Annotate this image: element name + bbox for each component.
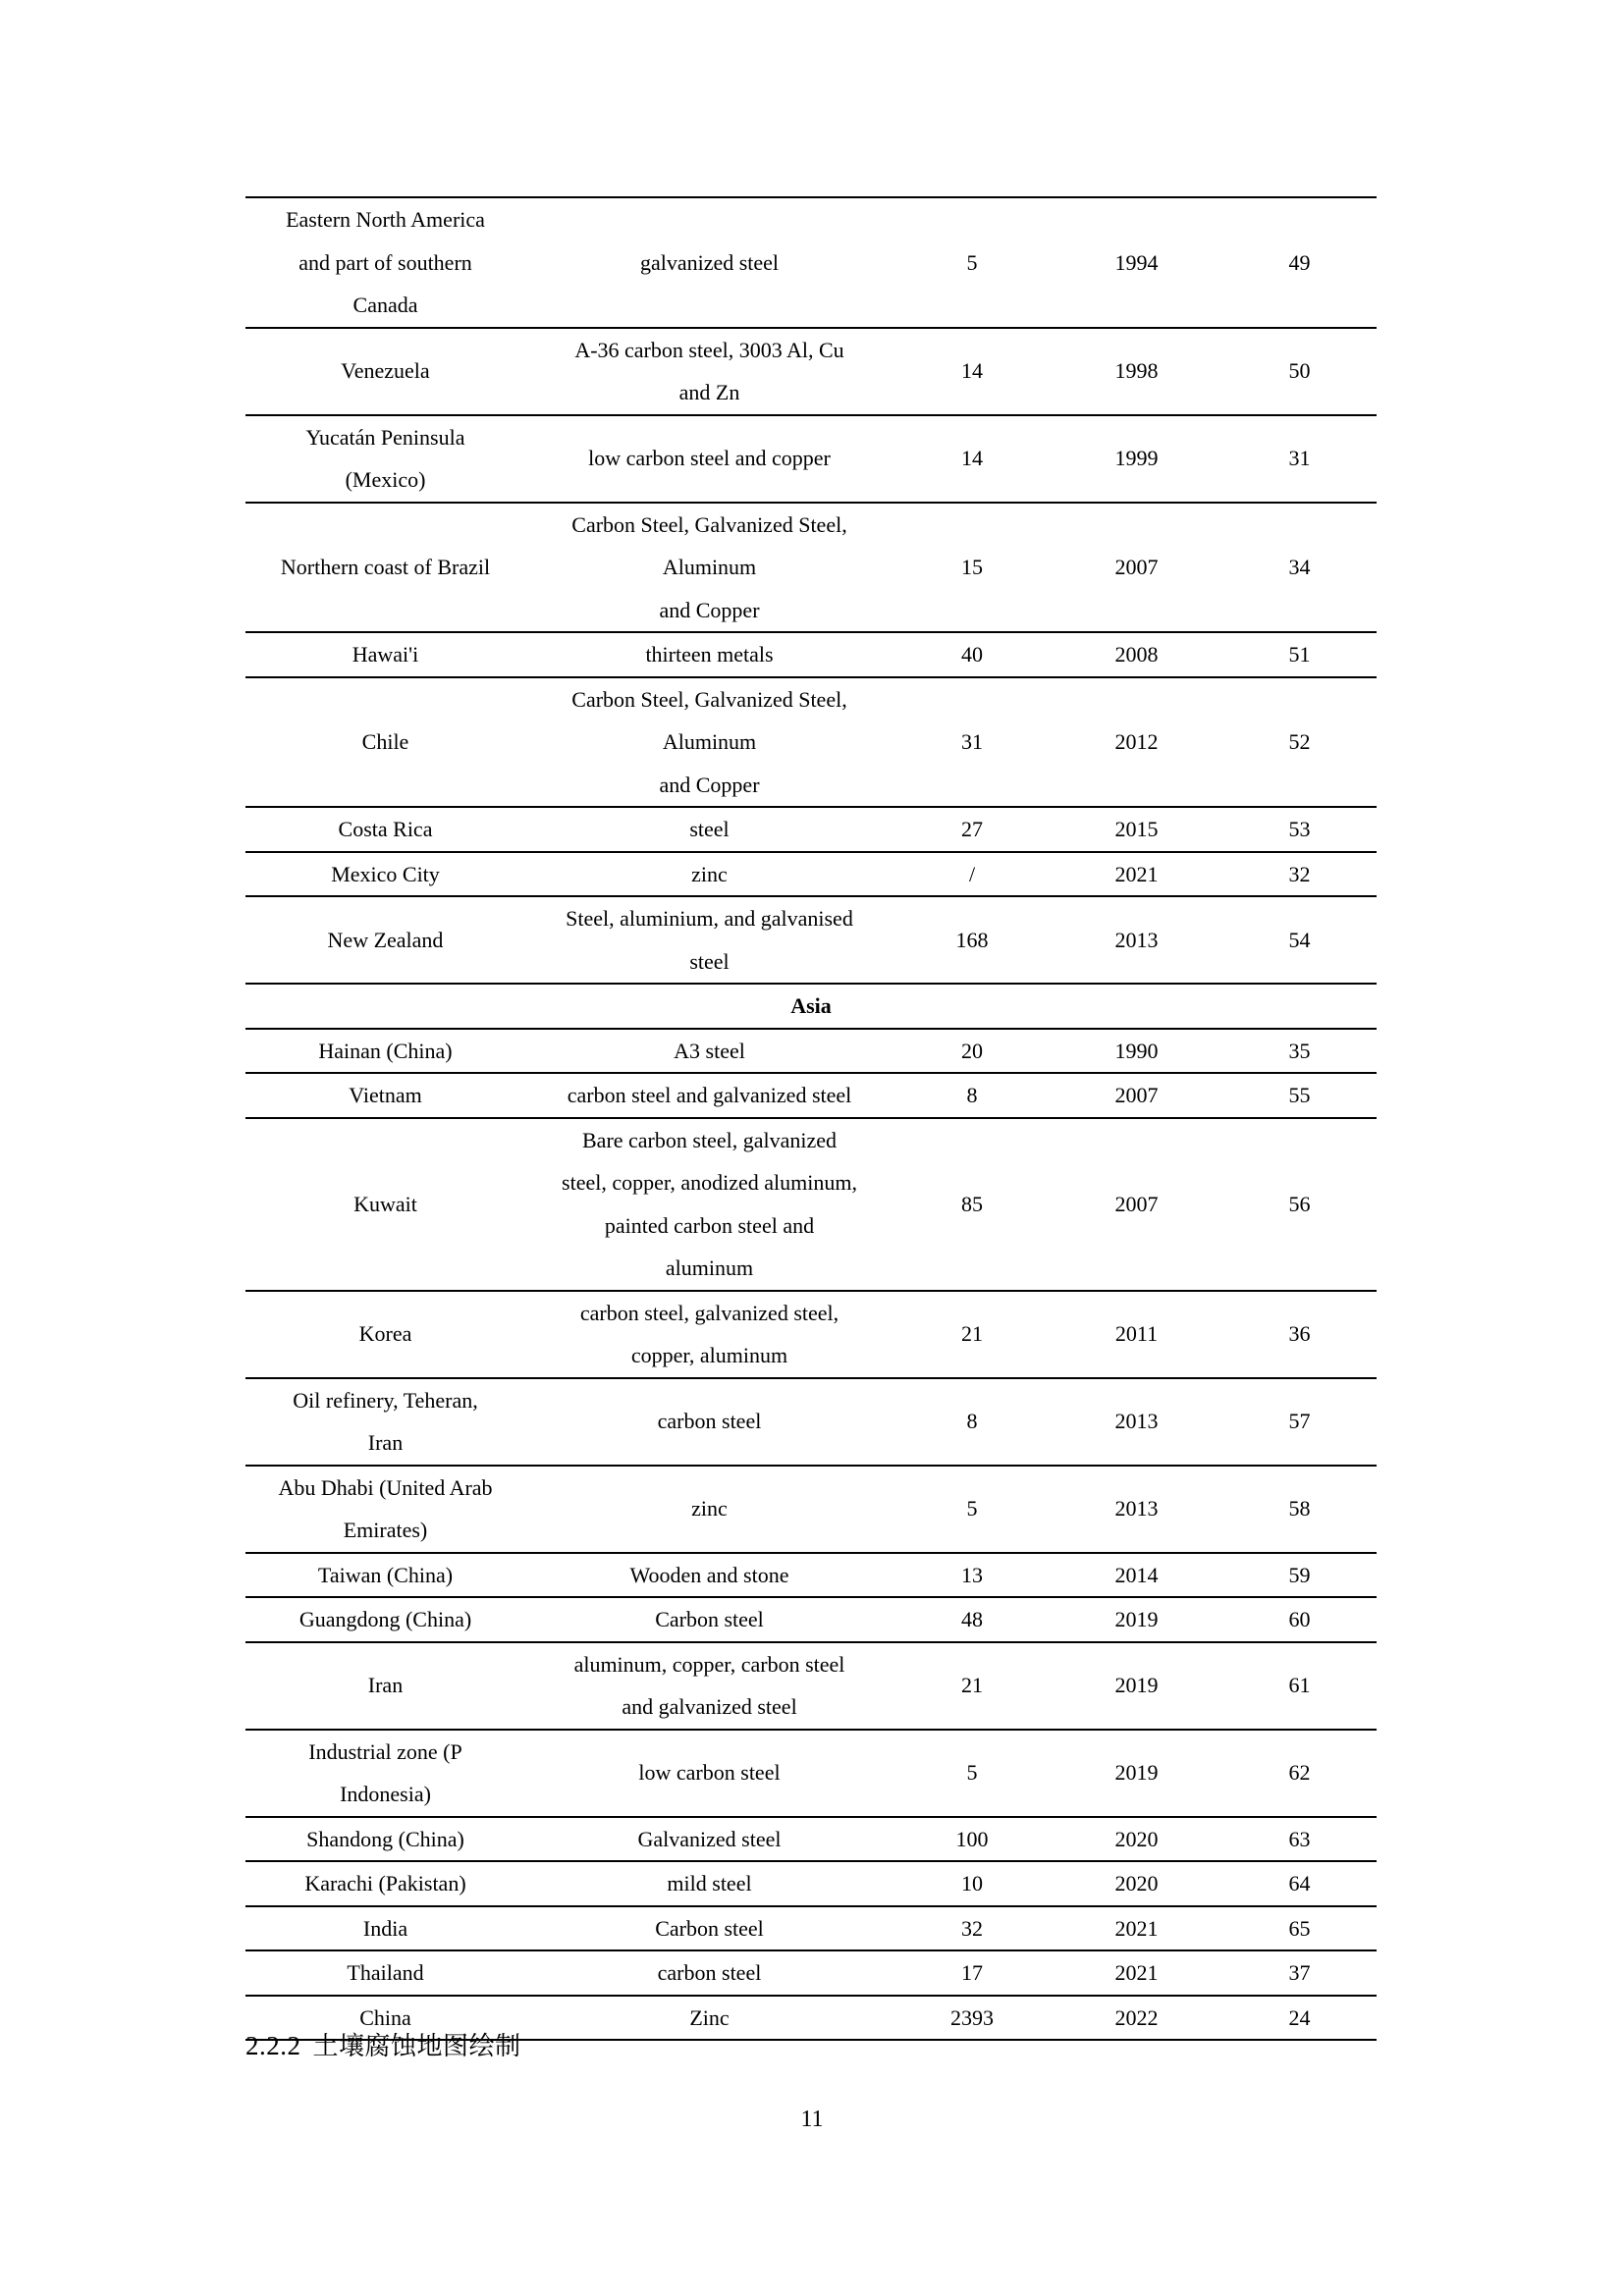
corrosion-sites-table — [245, 196, 1377, 2041]
location-cell — [245, 1906, 525, 1951]
sites-cell: 14 — [961, 446, 983, 471]
material-line: carbon steel and galvanized steel — [567, 1083, 852, 1107]
location-line: India — [362, 1915, 408, 1941]
location-line: Shandong (China) — [306, 1826, 464, 1851]
sites-cell: 27 — [961, 817, 983, 841]
location-cell — [245, 1553, 525, 1598]
table-row — [245, 1861, 1377, 1906]
location-cell — [245, 807, 525, 852]
reference-cell: 62 — [1288, 1760, 1311, 1786]
location-line: Taiwan (China) — [317, 1562, 454, 1587]
location-line: (Mexico) — [345, 467, 426, 492]
location-line: Hainan (China) — [318, 1038, 453, 1063]
location-line: Iran — [367, 1430, 404, 1455]
table-row — [245, 1073, 1377, 1118]
material-cell — [525, 1073, 893, 1118]
sites-cell: 10 — [961, 1871, 983, 1896]
sites-cell: 21 — [961, 1673, 983, 1698]
material-cell — [525, 1553, 893, 1598]
reference-cell: 37 — [1288, 1960, 1311, 1985]
reference-cell: 54 — [1288, 927, 1311, 952]
material-line: Bare carbon steel, galvanized — [582, 1127, 837, 1152]
section-number: 2.2.2 — [245, 2031, 301, 2060]
year-cell: 2007 — [1114, 1191, 1159, 1216]
location-cell — [245, 1861, 525, 1906]
table-row — [245, 1817, 1377, 1862]
reference-cell: 53 — [1288, 817, 1311, 841]
year-cell: 1999 — [1114, 446, 1159, 471]
year-cell: 2007 — [1114, 555, 1159, 579]
location-cell — [245, 1118, 525, 1291]
location-cell — [245, 1029, 525, 1074]
table-row — [245, 1466, 1377, 1553]
sites-cell: 15 — [961, 555, 983, 579]
material-line: Aluminum — [662, 729, 757, 754]
material-cell — [525, 896, 893, 984]
material-line: steel — [689, 817, 730, 841]
year-cell: 2011 — [1114, 1321, 1159, 1347]
material-line: zinc — [691, 1496, 728, 1522]
material-cell — [525, 1730, 893, 1817]
material-cell — [525, 807, 893, 852]
sites-cell: 2393 — [950, 2004, 994, 2030]
reference-cell: 57 — [1288, 1409, 1311, 1434]
table-row — [245, 1642, 1377, 1730]
material-cell — [525, 1118, 893, 1291]
sites-cell: 8 — [966, 1409, 978, 1434]
sites-cell: 5 — [966, 1760, 978, 1786]
sites-cell: / — [968, 861, 976, 886]
reference-cell: 34 — [1288, 555, 1311, 579]
material-cell — [525, 1861, 893, 1906]
sites-cell: 5 — [966, 1496, 978, 1522]
year-cell: 2012 — [1114, 729, 1159, 754]
location-cell — [245, 1817, 525, 1862]
material-line: and Zn — [678, 380, 740, 404]
reference-cell: 31 — [1288, 446, 1311, 471]
location-line: Northern coast of Brazil — [280, 555, 491, 579]
material-cell — [525, 852, 893, 897]
table-row — [245, 1029, 1377, 1074]
year-cell: 2013 — [1114, 1496, 1159, 1522]
location-cell — [245, 677, 525, 808]
reference-cell: 52 — [1288, 729, 1311, 754]
year-cell: 2021 — [1114, 1960, 1159, 1985]
material-cell — [525, 415, 893, 503]
table-row — [245, 415, 1377, 503]
material-line: copper, aluminum — [630, 1343, 788, 1367]
material-line: galvanized steel — [639, 249, 780, 275]
location-cell — [245, 1642, 525, 1730]
reference-cell: 61 — [1288, 1673, 1311, 1698]
table-row — [245, 1553, 1377, 1598]
year-cell: 2022 — [1114, 2004, 1159, 2030]
sites-cell: 21 — [961, 1321, 983, 1347]
location-line: Hawai'i — [352, 642, 419, 667]
reference-cell: 65 — [1288, 1915, 1311, 1941]
sites-cell: 48 — [961, 1607, 983, 1631]
material-line: Aluminum — [662, 555, 757, 579]
material-cell — [525, 632, 893, 677]
material-line: Carbon steel — [655, 1915, 764, 1941]
location-line: Chile — [361, 729, 409, 754]
location-cell — [245, 852, 525, 897]
year-cell: 2020 — [1114, 1871, 1159, 1896]
year-cell: 1990 — [1114, 1038, 1159, 1063]
material-cell — [525, 677, 893, 808]
table-row — [245, 1597, 1377, 1642]
table-row — [245, 328, 1377, 415]
year-cell: 2020 — [1114, 1826, 1159, 1851]
reference-cell: 58 — [1288, 1496, 1311, 1522]
reference-cell: 49 — [1288, 249, 1311, 275]
material-line: and Copper — [659, 597, 760, 622]
location-cell — [245, 1950, 525, 1996]
reference-cell: 59 — [1288, 1562, 1311, 1587]
location-cell — [245, 197, 525, 328]
table-row — [245, 677, 1377, 808]
year-cell: 2019 — [1114, 1760, 1159, 1786]
sites-cell: 13 — [961, 1562, 983, 1587]
sites-cell: 14 — [961, 358, 983, 384]
location-line: Abu Dhabi (United Arab — [278, 1474, 493, 1500]
location-cell — [245, 1597, 525, 1642]
material-line: Wooden and stone — [629, 1562, 789, 1587]
reference-cell: 36 — [1288, 1321, 1311, 1347]
material-line: and Copper — [659, 772, 760, 797]
location-line: Costa Rica — [338, 817, 433, 841]
sites-cell: 17 — [961, 1960, 983, 1985]
table-row — [245, 197, 1377, 328]
table-row — [245, 1378, 1377, 1466]
reference-cell: 64 — [1288, 1871, 1311, 1896]
reference-cell: 32 — [1288, 861, 1311, 886]
material-line: carbon steel, galvanized steel, — [579, 1300, 839, 1325]
location-line: Vietnam — [349, 1083, 422, 1107]
sites-cell: 85 — [961, 1191, 983, 1216]
material-cell — [525, 1817, 893, 1862]
location-cell — [245, 632, 525, 677]
material-cell — [525, 1029, 893, 1074]
location-line: Guangdong (China) — [298, 1607, 472, 1631]
location-line: Yucatán Peninsula — [305, 424, 465, 450]
location-cell — [245, 1378, 525, 1466]
material-line: thirteen metals — [645, 642, 774, 667]
material-cell — [525, 1950, 893, 1996]
location-cell — [245, 415, 525, 503]
table-row — [245, 1118, 1377, 1291]
material-line: Zinc — [689, 2004, 730, 2030]
material-line: aluminum, copper, carbon steel — [573, 1651, 845, 1677]
location-line: Oil refinery, Teheran, — [293, 1387, 478, 1413]
reference-cell: 35 — [1288, 1038, 1311, 1063]
material-line: mild steel — [667, 1871, 752, 1896]
location-line: Kuwait — [353, 1191, 417, 1216]
material-line: zinc — [691, 861, 728, 886]
table-row — [245, 1950, 1377, 1996]
table-row — [245, 632, 1377, 677]
material-cell — [525, 1291, 893, 1378]
sites-cell: 100 — [955, 1826, 989, 1851]
location-line: Korea — [358, 1321, 412, 1347]
material-line: carbon steel — [657, 1409, 762, 1434]
sites-cell: 31 — [961, 729, 983, 754]
table-body — [245, 197, 1377, 2040]
section-heading — [245, 2026, 521, 2062]
material-line: Galvanized steel — [637, 1826, 782, 1851]
location-cell — [245, 1073, 525, 1118]
year-cell: 2015 — [1114, 817, 1159, 841]
year-cell: 1998 — [1114, 358, 1159, 384]
material-line: low carbon steel — [638, 1760, 781, 1786]
location-cell — [245, 328, 525, 415]
year-cell: 2019 — [1114, 1607, 1159, 1631]
year-cell: 2008 — [1114, 642, 1159, 667]
material-line: Steel, aluminium, and galvanised — [566, 906, 853, 931]
reference-cell: 51 — [1288, 642, 1311, 667]
reference-cell: 24 — [1288, 2004, 1311, 2030]
sites-cell: 20 — [961, 1038, 983, 1063]
location-cell — [245, 896, 525, 984]
location-line: Venezuela — [341, 358, 430, 384]
year-cell: 2007 — [1114, 1083, 1159, 1107]
year-cell: 2013 — [1114, 927, 1159, 952]
reference-cell: 56 — [1288, 1191, 1311, 1216]
material-line: A3 steel — [674, 1038, 745, 1063]
page-number: 11 — [800, 2107, 824, 2132]
material-cell — [525, 1597, 893, 1642]
section-title: 土壤腐蚀地图绘制 — [312, 2032, 521, 2061]
sites-cell: 32 — [961, 1915, 983, 1941]
year-cell: 1994 — [1114, 249, 1159, 275]
location-line: China — [359, 2004, 411, 2030]
year-cell: 2014 — [1114, 1562, 1159, 1587]
material-cell — [525, 1906, 893, 1951]
material-line: A-36 carbon steel, 3003 Al, Cu — [574, 337, 844, 362]
sites-cell: 168 — [955, 927, 989, 952]
location-cell — [245, 1730, 525, 1817]
material-cell — [525, 1642, 893, 1730]
location-line: New Zealand — [327, 927, 444, 952]
reference-cell: 60 — [1288, 1607, 1311, 1631]
material-cell — [525, 1466, 893, 1553]
material-cell — [525, 1378, 893, 1466]
year-cell: 2021 — [1114, 861, 1159, 886]
location-line: Thailand — [347, 1960, 424, 1985]
table-row — [245, 1291, 1377, 1378]
location-line: Industrial zone (P — [308, 1738, 462, 1764]
year-cell: 2013 — [1114, 1409, 1159, 1434]
location-line: Mexico City — [331, 861, 440, 886]
material-line: Carbon steel — [655, 1607, 764, 1631]
material-cell — [525, 503, 893, 633]
table-row — [245, 503, 1377, 633]
location-cell — [245, 1291, 525, 1378]
location-cell — [245, 1466, 525, 1553]
table-row — [245, 896, 1377, 984]
location-cell — [245, 503, 525, 633]
table-row — [245, 807, 1377, 852]
table-row — [245, 1906, 1377, 1951]
year-cell: 2021 — [1114, 1915, 1159, 1941]
reference-cell: 55 — [1288, 1083, 1311, 1107]
location-line: Indonesia) — [340, 1782, 431, 1806]
material-line: carbon steel — [657, 1960, 762, 1985]
location-line: Canada — [352, 293, 418, 317]
sites-cell: 5 — [966, 249, 978, 275]
location-line: Emirates) — [343, 1518, 428, 1542]
table-row — [245, 1730, 1377, 1817]
material-line: steel — [689, 948, 730, 974]
material-line: steel, copper, anodized aluminum, — [562, 1170, 857, 1195]
year-cell: 2019 — [1114, 1673, 1159, 1698]
reference-cell: 50 — [1288, 358, 1311, 384]
material-cell — [525, 328, 893, 415]
material-line: Carbon Steel, Galvanized Steel, — [571, 511, 847, 537]
material-line: aluminum — [665, 1255, 754, 1280]
material-cell — [525, 1996, 893, 2041]
sites-cell: 40 — [961, 642, 983, 667]
table-row — [245, 852, 1377, 897]
material-line: and galvanized steel — [622, 1694, 797, 1719]
material-line: low carbon steel and copper — [588, 446, 831, 471]
location-line: Iran — [367, 1673, 404, 1698]
location-line: and part of southern — [298, 249, 472, 275]
material-line: painted carbon steel and — [604, 1212, 815, 1238]
material-line: Carbon Steel, Galvanized Steel, — [571, 686, 847, 712]
location-line: Karachi (Pakistan) — [304, 1871, 466, 1896]
material-cell — [525, 197, 893, 328]
sites-cell: 8 — [966, 1083, 978, 1107]
section-row — [245, 984, 1377, 1029]
location-line: Eastern North America — [286, 207, 485, 232]
reference-cell: 63 — [1288, 1826, 1311, 1851]
section-label: Asia — [790, 993, 832, 1018]
